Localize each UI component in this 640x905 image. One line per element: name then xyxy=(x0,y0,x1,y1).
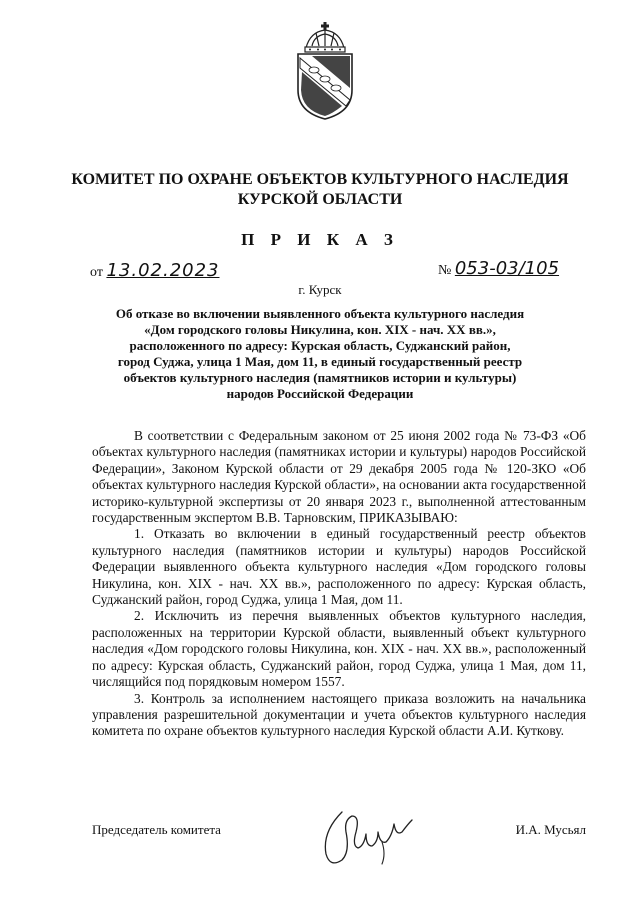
date-value: 13.02.2023 xyxy=(106,260,220,281)
document-subject xyxy=(60,306,580,402)
order-date xyxy=(90,260,220,281)
body-paragraph: 3. Контроль за исполнением настоящего приказа возложить на начальника управления разрешительной документации и учета объектов культурного наследия комитета по охране объектов культурного наследия Курской области А.И. Куткову. xyxy=(92,690,586,739)
subject-line: народов Российской Федерации xyxy=(226,386,414,401)
body-paragraph: 2. Исключить из перечня выявленных объектов культурного наследия, расположенных на территории Курской области, выявленный объект культурного наследия «Дом городского головы Никулина, кон. XIX - нач. XX вв.», расположенный по адресу: Курская область, Суджанский район, город Суджа, улица 1 Мая, дом 11, числящийся под порядковым номером 1557. xyxy=(92,608,586,690)
document-body xyxy=(92,428,586,740)
number-value: 053-03/105 xyxy=(454,258,560,279)
number-prefix: № xyxy=(438,263,452,278)
document-city: г. Курск xyxy=(298,282,342,297)
subject-line: «Дом городского головы Никулина, кон. XIX - нач. XX вв.», xyxy=(144,322,496,337)
kursk-coat-of-arms-icon xyxy=(292,22,358,120)
document-type-heading: П Р И К А З xyxy=(241,230,399,249)
order-number xyxy=(438,258,559,279)
body-paragraph: 1. Отказать во включении в единый государственный реестр объектов культурного наследия (памятников истории и культуры) народов Российской Федерации выявленного объекта культурного наследия «Дом городского головы Никулина, кон. XIX - нач. XX вв.», расположенного по адресу: Курская область, Суджанский район, город Суджа, улица 1 Мая, дом 11. xyxy=(92,526,586,608)
subject-line: город Суджа, улица 1 Мая, дом 11, в единый государственный реестр xyxy=(117,354,523,369)
body-paragraph: В соответствии с Федеральным законом от 25 июня 2002 года № 73-ФЗ «Об объектах культурного наследия (памятниках истории и культуры) народов Российской Федерации», Законом Курской области от 29 декабря 2005 года № 120-ЗКО «Об объектах культурного наследия Курской области», на основании акта государственной историко-культурной экспертизы от 20 января 2023 г., выполненной аттестованным государственным экспертом В.В. Тарновским, ПРИКАЗЫВАЮ: xyxy=(92,428,586,526)
signatory-position: Председатель комитета xyxy=(92,822,221,837)
organization-title-line: КОМИТЕТ ПО ОХРАНЕ ОБЪЕКТОВ КУЛЬТУРНОГО НАСЛЕДИЯ xyxy=(71,171,569,188)
date-prefix: от xyxy=(90,265,103,280)
organization-title-line: КУРСКОЙ ОБЛАСТИ xyxy=(237,191,403,208)
subject-line: объектов культурного наследия (памятников истории и культуры) xyxy=(123,370,517,385)
organization-title xyxy=(0,170,640,210)
subject-line: Об отказе во включении выявленного объекта культурного наследия xyxy=(115,306,525,321)
subject-line: расположенного по адресу: Курская область, Суджанский район, xyxy=(129,338,511,353)
signatory-name: И.А. Мусьял xyxy=(515,822,586,837)
handwritten-signature xyxy=(312,802,422,872)
